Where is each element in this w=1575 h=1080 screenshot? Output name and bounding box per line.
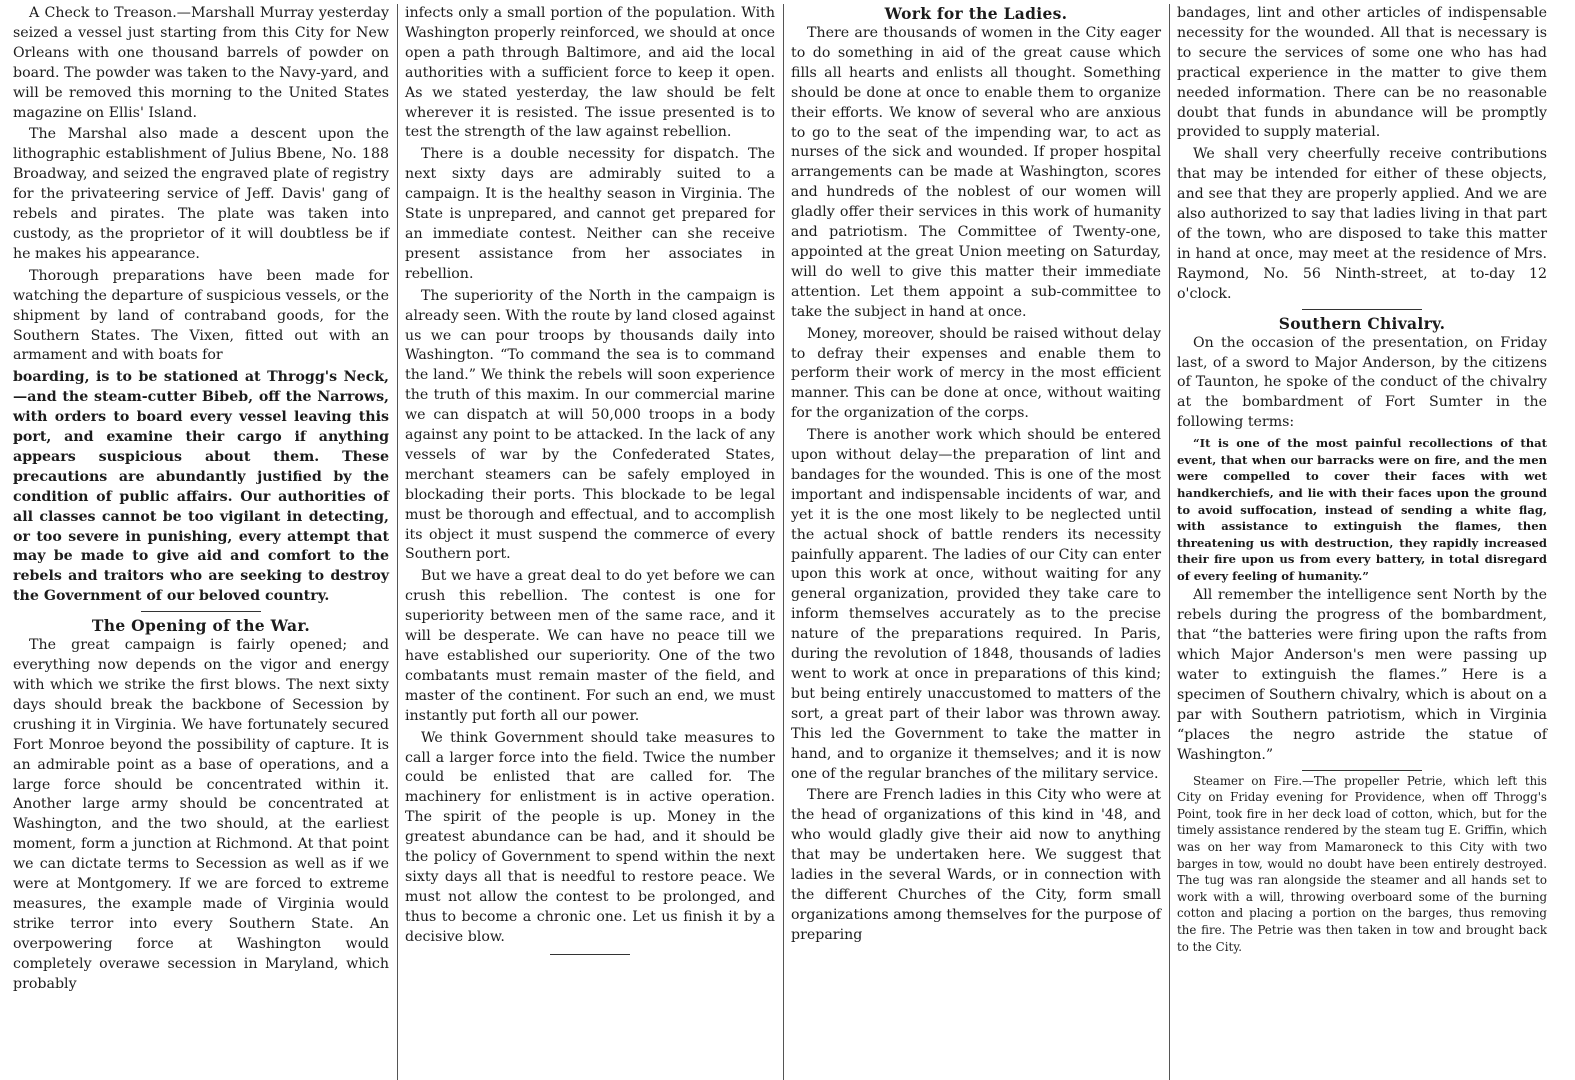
article-check-to-treason: A Check to Treason.—Marshall Murray yesterday seized a vessel just starting from this City for New Orleans with one thousand barrels of powder on board. The powder was taken to the Navy-yard, and will be removed this morning to the United States magazine on Ellis' Island. [13,5,389,121]
bold-paragraph-block [13,368,389,607]
article-lint-and-bandages: There is another work which should be entered upon without delay—the preparation of lint and bandages for the wounded. This is one of the most important and indispensable incidents of war, and yet it is the one most likely to be neglected until the actual shock of battle renders its necessity painfully apparent. The ladies of our City can enter upon this work at once, without waiting for any general organization, provided they take care to inform themselves accurately as to the precise nature of the preparations required. In Paris, during the revolution of 1848, thousands of ladies went to work at once in preparations of this kind; but being entirely unaccustomed to matters of the sort, a great part of their labor was thrown away. This led the Government to take the matter in hand, and to organize it themselves; and it is now one of the regular branches of the military service. [791,427,1161,782]
article-crush-rebellion: But we have a great deal to do yet before we can crush this rebellion. The contest is one for superiority between men of the same race, and it will be desperate. We can have no peace till we have established our superiority. One of the two combatants must remain master of the field, and master of the continent. For such an end, we must instantly put forth all our power. [405,568,775,724]
article-double-necessity: There is a double necessity for dispatch. The next sixty days are admirably suited to a campaign. It is the healthy season in Virginia. The State is unprepared, and cannot get prepared for an immediate contest. Neither can she receive present assistance from her associates in rebellion. [405,146,775,282]
column-rule [1302,309,1422,310]
article-thorough-preparations: Thorough preparations have been made for watching the departure of suspicious vessels, or the shipment by land of contraband goods, for the Southern States. The Vixen, fitted out with an armament and with boats for [13,267,389,364]
heading-southern-chivalry: Southern Chivalry. [1278,313,1446,333]
article-sword-presentation: On the occasion of the presentation, on Friday last, of a sword to Major Anderson, by the citizens of Taunton, he spoke of the conduct of the chivalry at the bombardment of Fort Sumter in the following terms: [1177,334,1547,431]
column-4 [1170,4,1555,1080]
article-steamer-on-fire: Steamer on Fire.—The propeller Petrie, which left this City on Friday evening for Providence, when off Throgg's Point, took fire in her deck load of cotton, which, but for the timely assistance rendered by the steam tug E. Griffin, which was on her way from Mamaroneck to this City with two barges in tow, would no doubt have been entirely destroyed. The tug was ran alongside the steamer and all hands set to work with a will, throwing overboard some of the burning cotton and placing a portion on the barges, thus removing the fire. The Petrie was then taken in tow and brought back to the City. [1177,773,1547,954]
anderson-quote-block [1177,435,1547,584]
column-2 [398,4,784,1080]
article-french-ladies: There are French ladies in this City who were at the head of organizations of this kind in '48, and who would gladly give their aid now to anything that may be undertaken here. We suggest that ladies in the several Wards, or in connection with the different Churches of the City, form small organizations among themselves for the purpose of preparing [791,787,1161,943]
article-boarding-continuation: boarding, is to be stationed at Throgg's Neck, —and the steam-cutter Bibeb, off the Narrows, with orders to board every vessel leaving this port, and examine their cargo if anything appears suspicious about them. These precautions are abundantly justified by the condition of public affairs. Our authorities of all classes cannot be too vigilant in detecting, or too severe in punishing, every attempt that may be made to give aid and comfort to the rebels and traitors who are seeking to destroy the Government of our beloved country. [13,369,389,605]
article-money-raised: Money, moreover, should be raised without delay to defray their expenses and enable them to perform their work of mercy in the most efficient manner. This can be done at once, without waiting for the organization of the corps. [791,325,1161,422]
end-rule [550,954,630,955]
article-contributions: We shall very cheerfully receive contributions that may be intended for either of these objects, and see that they are properly applied. And we are also authorized to say that ladies living in that part of the town, who are disposed to take this matter in hand at once, may meet at the residence of Mrs. Raymond, No. 56 Ninth-street, at to-day 12 o'clock. [1177,146,1547,302]
column-rule [141,611,261,612]
column-1 [6,4,398,1080]
article-opening-of-the-war: The great campaign is fairly opened; and everything now depends on the vigor and energy with which we strike the first blows. The next sixty days should break the backbone of Secession by crushing it in Virginia. We have fortunately secured Fort Monroe beyond the possibility of capture. It is an admirable point as a base of operations, and a large force should be concentrated within it. Another large army should be concentrated at Washington, and the two should, at the earliest moment, form a junction at Richmond. At that point we can dictate terms to Secession as well as if we were at Montgomery. If we are forced to extreme measures, the example made of Virginia would strike terror into every Southern State. An overpowering force at Washington would completely overawe secession in Maryland, which probably [13,637,389,992]
article-continuation-population: infects only a small portion of the population. With Washington properly reinforced, we should at once open a path through Baltimore, and aid the local authorities with a sufficient force to keep it open. As we stated yesterday, the law should be felt wherever it is resisted. The issue presented is to test the strength of the law against rebellion. [405,5,775,141]
column-rule [1302,770,1422,771]
article-bandages-continuation: bandages, lint and other articles of indispensable necessity for the wounded. All that is necessary is to secure the services of some one who has had practical experience in the matter to give them needed information. There can be no reasonable doubt that funds in abundance will be promptly provided to supply material. [1177,5,1547,141]
article-marshal-descent: The Marshal also made a descent upon the lithographic establishment of Julius Bbene, No. 188 Broadway, and seized the engraved plate of registry for the privateering service of Jeff. Davis' gang of rebels and pirates. The plate was taken into custody, as the proprietor of it will doubtless be if he makes his appearance. [13,126,389,262]
anderson-quote: “It is one of the most painful recollections of that event, that when our barracks were on fire, and the men were compelled to cover their faces with wet handkerchiefs, and lie with their faces upon the ground to avoid suffocation, instead of sending a white flag, with assistance to extinguish the flames, then threatening us with destruction, they rapidly increased their fire upon us from every battery, in total disregard of every feeling of humanity.” [1177,436,1547,583]
heading-opening-of-the-war: The Opening of the War. [91,616,311,636]
steamer-on-fire-block [1177,773,1547,956]
column-3 [784,4,1170,1080]
heading-work-for-the-ladies: Work for the Ladies. [884,4,1068,23]
article-larger-force: We think Government should take measures to call a larger force into the field. Twice the number could be enlisted that are called for. The machinery for enlistment is in active operation. The spirit of the people is up. Money in the greatest abundance can be had, and it should be the policy of Government to spend within the next sixty days all that is needful to restore peace. We must not allow the contest to be prolonged, and thus to become a chronic one. Let us finish it by a decisive blow. [405,729,775,945]
article-superiority-of-north: The superiority of the North in the campaign is already seen. With the route by land closed against us we can pour troops by thousands daily into Washington. “To command the sea is to command the land.” We think the rebels will soon experience the truth of this maxim. In our commercial marine we can dispatch at will 50,000 troops in a body against any point to be attacked. In the lack of any vessels of war by the Confederated States, merchant steamers can be safely employed in blockading their ports. This blockade to be legal must be thorough and effectual, and to accomplish its object it must suspend the commerce of every Southern port. [405,287,775,563]
column-grid [6,4,1569,1080]
article-ladies-nurses: There are thousands of women in the City eager to do something in aid of the great cause which fills all hearts and enlists all thought. Something should be done at once to enable them to organize their efforts. We know of several who are anxious to go to the seat of the impending war, to act as nurses of the sick and wounded. If proper hospital arrangements can be made at Washington, scores and hundreds of the noblest of our women will gladly offer their services in this work of humanity and patriotism. The Committee of Twenty-one, appointed at the great Union meeting on Saturday, will do well to give this matter their immediate attention. Let them appoint a sub-committee to take the subject in hand at once. [791,25,1161,320]
article-rebel-intelligence: All remember the intelligence sent North by the rebels during the progress of the bombardment, that “the batteries were firing upon the rafts from which Major Anderson's men were passing up water to extinguish the flames.” Here is a specimen of Southern chivalry, which is about on a par with Southern patriotism, which in Virginia “places the negro astride the statue of Washington.” [1177,587,1547,763]
